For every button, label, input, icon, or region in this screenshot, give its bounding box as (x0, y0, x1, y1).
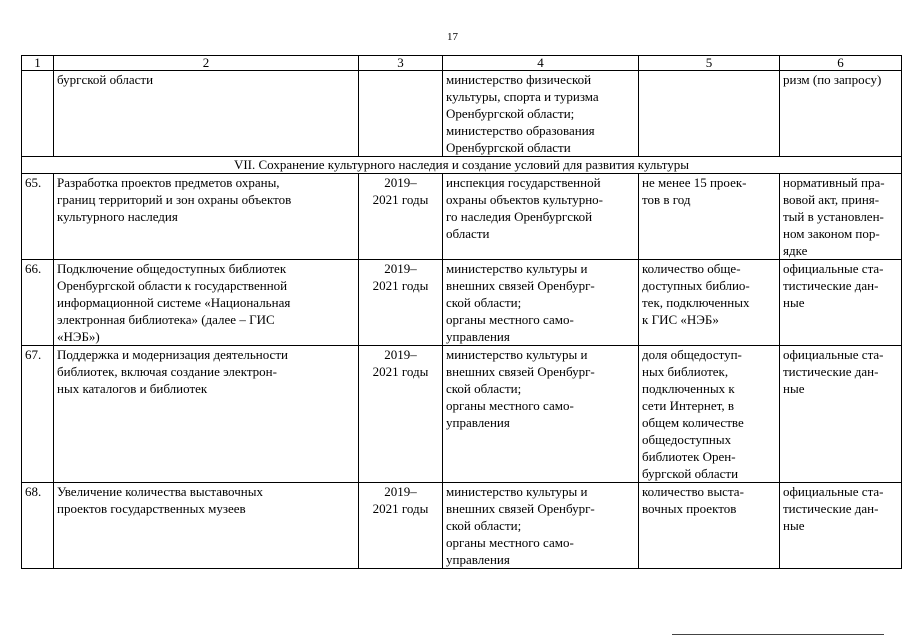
row-number: 67. (22, 346, 54, 483)
section-title: VII. Сохранение культурного наследия и создание условий для развития культуры (22, 157, 902, 174)
column-number-1: 1 (22, 56, 54, 71)
executors-cell: министерство культуры и внешних связей Оренбург- ской области; органы местного само- управления (443, 483, 639, 569)
continuation-indicator (639, 71, 780, 157)
period-cell: 2019– 2021 годы (359, 260, 443, 346)
indicator-cell: не менее 15 проек- тов в год (639, 174, 780, 260)
indicator-cell: количество выста- вочных проектов (639, 483, 780, 569)
executors-cell: инспекция государственной охраны объектов культурно- го наследия Оренбургской области (443, 174, 639, 260)
continuation-period (359, 71, 443, 157)
indicator-cell: доля общедоступ- ных библиотек, подключенных к сети Интернет, в общем количестве общедоступных библиотек Орен- бургской области (639, 346, 780, 483)
section-row (22, 157, 902, 174)
continuation-num (22, 71, 54, 157)
activity-cell: Увеличение количества выставочных проектов государственных музеев (54, 483, 359, 569)
column-number-5: 5 (639, 56, 780, 71)
activity-cell: Поддержка и модернизация деятельности библиотек, включая создание электрон- ных каталогов и библиотек (54, 346, 359, 483)
period-cell: 2019– 2021 годы (359, 174, 443, 260)
source-cell: официальные ста- тистические дан- ные (780, 260, 902, 346)
table-row (22, 483, 902, 569)
period-cell: 2019– 2021 годы (359, 483, 443, 569)
table-row (22, 346, 902, 483)
continuation-executors: министерство физической культуры, спорта и туризма Оренбургской области; министерство образования Оренбургской области (443, 71, 639, 157)
column-number-2: 2 (54, 56, 359, 71)
source-cell: официальные ста- тистические дан- ные (780, 346, 902, 483)
row-number: 68. (22, 483, 54, 569)
activity-cell: Подключение общедоступных библиотек Оренбургской области к государственной информационной системе «Национальная электронная библиотека» (далее – ГИС «НЭБ») (54, 260, 359, 346)
source-cell: официальные ста- тистические дан- ные (780, 483, 902, 569)
period-cell: 2019– 2021 годы (359, 346, 443, 483)
program-table (21, 55, 902, 569)
row-number: 65. (22, 174, 54, 260)
column-number-6: 6 (780, 56, 902, 71)
executors-cell: министерство культуры и внешних связей Оренбург- ской области; органы местного само- управления (443, 346, 639, 483)
row-number: 66. (22, 260, 54, 346)
table-row (22, 260, 902, 346)
activity-cell: Разработка проектов предметов охраны, границ территорий и зон охраны объектов культурного наследия (54, 174, 359, 260)
source-cell: нормативный пра- вовой акт, приня- тый в установлен- ном законом пор- ядке (780, 174, 902, 260)
page-number: 17 (447, 31, 458, 43)
page-bottom-rule (672, 634, 884, 635)
executors-cell: министерство культуры и внешних связей Оренбург- ской области; органы местного само- управления (443, 260, 639, 346)
indicator-cell: количество обще- доступных библио- тек, подключенных к ГИС «НЭБ» (639, 260, 780, 346)
column-number-3: 3 (359, 56, 443, 71)
continuation-source: ризм (по запросу) (780, 71, 902, 157)
table-row (22, 174, 902, 260)
column-number-4: 4 (443, 56, 639, 71)
continuation-row (22, 71, 902, 157)
continuation-activity: бургской области (54, 71, 359, 157)
column-number-row (22, 56, 902, 71)
